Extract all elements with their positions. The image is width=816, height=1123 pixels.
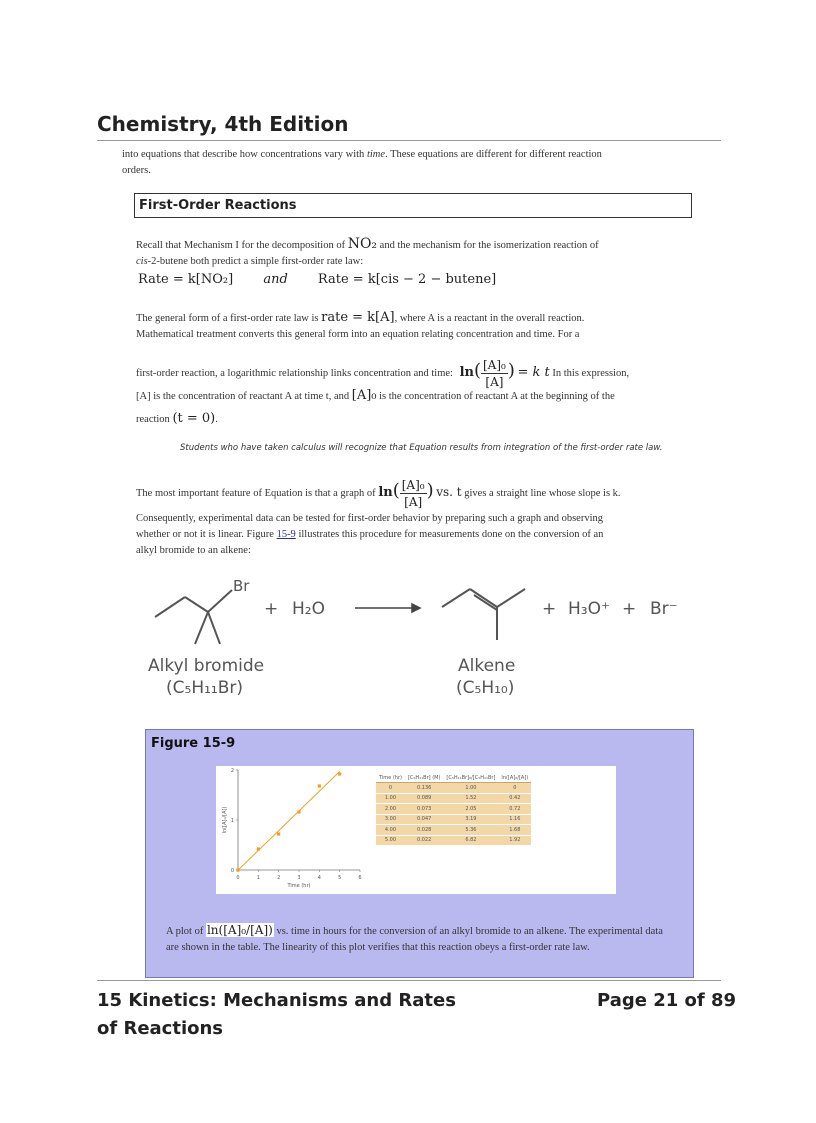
alkyl-bromide-structure bbox=[155, 590, 232, 644]
para2-line4: [A] is the concentration of reactant A at time t, and bbox=[136, 391, 352, 402]
figure-caption bbox=[166, 922, 666, 956]
para2-line5-post: . bbox=[215, 414, 218, 425]
table-cell: 0.42 bbox=[498, 793, 531, 804]
product-name: Alkene bbox=[458, 656, 516, 676]
table-cell: 1.68 bbox=[498, 825, 531, 836]
table-cell: 0.72 bbox=[498, 804, 531, 815]
initial-conc-formula: [A]₀ bbox=[351, 388, 377, 403]
t-zero-formula: (t = 0) bbox=[172, 411, 216, 426]
data-point bbox=[277, 832, 280, 835]
general-rate-formula: rate = k[A] bbox=[321, 310, 395, 325]
x-tick-label: 2 bbox=[277, 875, 281, 881]
table-header-cell: Time (hr) bbox=[376, 774, 405, 783]
plus-sign-1: + bbox=[264, 599, 279, 619]
table-header-row bbox=[376, 774, 531, 783]
para2-line4-post: is the concentration of reactant A at the beginning of the bbox=[376, 391, 615, 402]
x-tick-label: 6 bbox=[358, 875, 362, 881]
log-relationship-line: first-order reaction, a logarithmic relationship links concentration and time: ln( $\frac{\text{[A]₀}}{[A]}$ ) = k t In this expression, bbox=[136, 358, 630, 389]
table-body bbox=[376, 783, 531, 846]
figure-content bbox=[216, 766, 616, 894]
para2-text: The general form of a first-order rate law is bbox=[136, 313, 322, 324]
para2-line3-post: In this expression, bbox=[552, 367, 630, 379]
concentration-definition bbox=[136, 388, 716, 428]
table-row bbox=[376, 825, 531, 836]
integrated-eq-rhs: = k t bbox=[517, 364, 550, 380]
table-row bbox=[376, 804, 531, 815]
table-cell: 0.028 bbox=[405, 825, 443, 836]
chapter-title: 15 Kinetics: Mechanisms and Rates of Reactions bbox=[97, 990, 456, 1039]
table-cell: 1.16 bbox=[498, 814, 531, 825]
eq-numerator: [A]₀ bbox=[483, 358, 506, 372]
data-point bbox=[236, 868, 239, 871]
data-point bbox=[338, 772, 341, 775]
plus-sign-3: + bbox=[622, 599, 637, 619]
table-cell: 5.36 bbox=[443, 825, 498, 836]
y-tick-label: 0 bbox=[230, 868, 234, 874]
table-row bbox=[376, 814, 531, 825]
first-order-plot bbox=[216, 766, 366, 894]
x-tick-label: 5 bbox=[338, 875, 342, 881]
calculus-note: Students who have taken calculus will recognize that Equation results from integration of the first-order rate law. bbox=[180, 443, 663, 453]
para3-post: gives a straight line whose slope is k. bbox=[461, 487, 621, 499]
rate-law-butene: Rate = k[cis − 2 − butene] bbox=[317, 272, 497, 287]
graph-eq-vs: vs. t bbox=[436, 484, 462, 499]
table-row bbox=[376, 793, 531, 804]
table-cell: 1.52 bbox=[443, 793, 498, 804]
table-cell: 0.089 bbox=[405, 793, 443, 804]
intro-paragraph bbox=[122, 147, 702, 179]
table-cell: 2.00 bbox=[376, 804, 405, 815]
integrated-eq-ln: ln bbox=[459, 364, 474, 380]
intro-text: into equations that describe how concentrations vary with bbox=[122, 149, 367, 160]
caption-text: A plot of bbox=[166, 926, 206, 937]
figure-15-9-link[interactable]: 15-9 bbox=[276, 529, 296, 540]
x-tick-label: 0 bbox=[236, 875, 240, 881]
graph-eq-ln: ln bbox=[378, 484, 393, 500]
para1-line2: -2-butene both predict a simple first-order rate law: bbox=[147, 256, 364, 267]
para3-line3: whether or not it is linear. Figure bbox=[136, 529, 277, 540]
plus-sign-2: + bbox=[542, 599, 557, 619]
data-point bbox=[318, 784, 321, 787]
table-cell: 0.022 bbox=[405, 835, 443, 846]
eq-denominator: [A] bbox=[485, 375, 504, 389]
header-rule bbox=[97, 140, 721, 141]
x-axis-label: Time (hr) bbox=[287, 883, 311, 889]
figure-title: Figure 15-9 bbox=[151, 736, 236, 751]
rate-law-and: and bbox=[263, 272, 288, 287]
document-title: Chemistry, 4th Edition bbox=[97, 112, 349, 136]
page-number: Page 21 of 89 bbox=[597, 990, 737, 1011]
graph-eq-denominator: [A] bbox=[404, 495, 423, 509]
para2-text-cont: , where A is a reactant in the overall reaction. bbox=[394, 313, 585, 324]
para3-line2: Consequently, experimental data can be tested for first-order behavior by preparing such a graph and observing bbox=[136, 513, 603, 524]
para3-line4: alkyl bromide to an alkene: bbox=[136, 545, 251, 556]
section-title: First-Order Reactions bbox=[139, 198, 297, 213]
para2-line5: reaction bbox=[136, 414, 173, 425]
table-cell: 6.82 bbox=[443, 835, 498, 846]
reaction-scheme bbox=[140, 572, 700, 707]
mechanism-paragraph bbox=[136, 236, 706, 270]
reactant-name: Alkyl bromide bbox=[148, 656, 265, 676]
water-formula: H₂O bbox=[292, 599, 325, 619]
table-cell: 4.00 bbox=[376, 825, 405, 836]
y-axis-label: ln([A]₀/[A]) bbox=[222, 806, 228, 834]
table-cell: 3.19 bbox=[443, 814, 498, 825]
table-cell: 2.05 bbox=[443, 804, 498, 815]
bromide-formula: Br⁻ bbox=[650, 599, 678, 619]
integrated-eq-fraction bbox=[481, 357, 508, 390]
y-tick-label: 1 bbox=[230, 818, 234, 824]
general-form-paragraph bbox=[136, 310, 706, 343]
table-cell: 1.00 bbox=[443, 783, 498, 794]
y-tick-label: 2 bbox=[230, 768, 234, 774]
para3-text: The most important feature of Equation is that a graph of bbox=[136, 487, 379, 499]
data-point bbox=[297, 810, 300, 813]
figure-panel bbox=[145, 729, 694, 978]
para2-line3: first-order reaction, a logarithmic relationship links concentration and time: bbox=[136, 367, 453, 379]
table-cell: 5.00 bbox=[376, 835, 405, 846]
x-tick-label: 1 bbox=[256, 875, 260, 881]
table-row bbox=[376, 835, 531, 846]
fit-line bbox=[238, 771, 340, 870]
footer-rule bbox=[97, 980, 721, 981]
reaction-arrow-icon bbox=[355, 604, 420, 612]
alkene-structure bbox=[442, 589, 525, 640]
table-cell: 0.073 bbox=[405, 804, 443, 815]
table-cell: 1.00 bbox=[376, 793, 405, 804]
section-heading-box bbox=[134, 193, 692, 218]
para2-line2: Mathematical treatment converts this general form into an equation relating concentration and time. For a bbox=[136, 329, 580, 340]
table-header-cell: ln([A]₀/[A]) bbox=[498, 774, 531, 783]
intro-text-cont: . These equations are different for different reaction bbox=[385, 149, 602, 160]
table-row bbox=[376, 783, 531, 794]
br-label: Br bbox=[233, 577, 250, 595]
x-tick-label: 4 bbox=[317, 875, 321, 881]
graph-eq-numerator: [A]₀ bbox=[401, 478, 425, 492]
para1-text-cont: and the mechanism for the isomerization reaction of bbox=[377, 240, 599, 251]
table-cell: 3.00 bbox=[376, 814, 405, 825]
rate-laws bbox=[138, 272, 496, 287]
table-cell: 0.047 bbox=[405, 814, 443, 825]
graph-eq-fraction bbox=[400, 477, 427, 510]
table-cell: 0 bbox=[498, 783, 531, 794]
product-formula: (C₅H₁₀) bbox=[456, 678, 515, 698]
para1-text: Recall that Mechanism I for the decomposition of bbox=[136, 240, 348, 251]
intro-line2: orders. bbox=[122, 165, 151, 176]
reactant-formula: (C₅H₁₁Br) bbox=[166, 678, 244, 698]
intro-emphasis: time bbox=[366, 149, 386, 160]
x-tick-label: 3 bbox=[297, 875, 301, 881]
table-cell: 1.92 bbox=[498, 835, 531, 846]
table-header-cell: [C₅H₁₁Br]₀/[C₅H₁₁Br] bbox=[443, 774, 498, 783]
graph-feature-line: The most important feature of Equation is that a graph of ln( $\frac{\text{[A]₀}}{[A]}$ ) vs. t gives a straight line whose slope is k. bbox=[136, 478, 621, 509]
para3-line3-post: illustrates this procedure for measurements done on the conversion of an bbox=[295, 529, 604, 540]
caption-text-cont: vs. time in hours for the conversion of an alkyl bromide to an alkene. The experimental data are shown in the table. The linearity of this plot verifies that this reaction obeys a first-order rate law. bbox=[166, 926, 663, 953]
no2-formula: NO₂ bbox=[347, 236, 378, 252]
hydronium-formula: H₃O⁺ bbox=[568, 599, 610, 619]
table-header-cell: [C₅H₁₁Br] (M) bbox=[405, 774, 443, 783]
data-point bbox=[257, 847, 260, 850]
table-cell: 0 bbox=[376, 783, 405, 794]
cis-emphasis: cis bbox=[136, 256, 148, 267]
rate-law-no2: Rate = k[NO₂] bbox=[138, 272, 234, 287]
experimental-paragraph bbox=[136, 511, 716, 559]
table-cell: 0.136 bbox=[405, 783, 443, 794]
caption-formula: ln([A]₀/[A]) bbox=[206, 923, 273, 937]
data-table bbox=[376, 774, 531, 846]
